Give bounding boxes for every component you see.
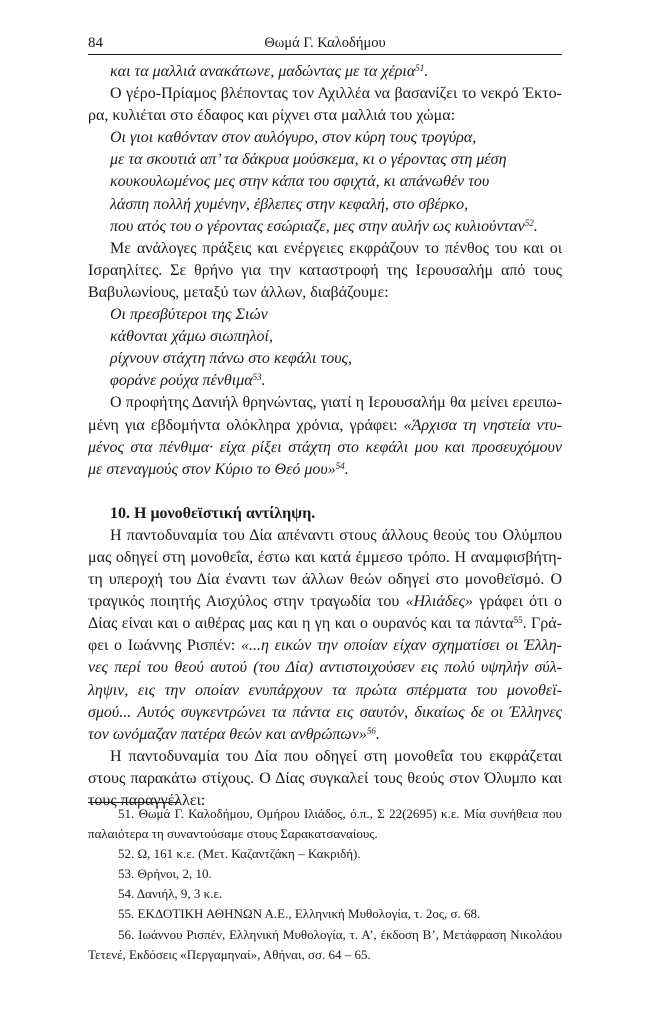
text-line: τη υπεροχή του Δία έναντι των άλλων θεών οδηγεί στο μονοθεϊσμό. Ο bbox=[88, 571, 562, 589]
footnotes bbox=[88, 804, 562, 965]
text-line: Η παντοδυναμία του Δία που οδηγεί στη μονοθεΐα του εκφράζεται bbox=[110, 747, 562, 765]
verse-line: με τα σκουτιά απ’ τα δάκρυα μούσκεμα, κι ο γέροντας στη μέση bbox=[110, 151, 507, 169]
text-line: νες περί του θεού αυτού (του Δία) αντιστοιχούσεν εις πολύ υψηλήν σύλ- bbox=[88, 659, 562, 677]
text-line: ληψιν, εις την οποίαν ενυπάρχουν τα πρώτα σπέρματα του μονοθεϊ- bbox=[88, 681, 562, 699]
text-line: τον ωνόμαζαν πατέρα θεών και ανθρώπων»$^{56}$. bbox=[88, 725, 380, 743]
text-line: τους παραγγέλλει: bbox=[88, 792, 206, 809]
text-line: μένη για εβδομήντα ολόκληρα χρόνια, γράφει: «Άρχισα τη νηστεία ντυ- bbox=[88, 416, 562, 434]
text-line: ρα, κυλιέται στο έδαφος και ρίχνει στα μαλλιά του χώμα: bbox=[88, 107, 456, 125]
footnote-rule bbox=[88, 802, 180, 803]
footnote-51-cont: παλαιότερα τη συναντούσαμε στους Σαρακατσαναίους. bbox=[88, 826, 378, 842]
text-line: Ο προφήτης Δανιήλ θρηνώντας, γιατί η Ιερουσαλήμ θα μείνει ερειπω- bbox=[110, 394, 562, 412]
text-line: με στεναγμούς στον Κύριο το Θεό μου»$^{54}$. bbox=[88, 460, 349, 478]
text-line: στους παρακάτω στίχους. Ο Δίας συγκαλεί τους θεούς στον Όλυμπο και bbox=[88, 769, 562, 787]
text-line: και τα μαλλιά ανακάτωνε, μαδώντας με τα χέρια$^{51}$. bbox=[110, 63, 429, 80]
verse-line: που ατός του ο γέροντας εσώριαζε, μες στην αυλήν ως κυλιούνταν$^{52}$. bbox=[110, 217, 538, 235]
text-line: μένος στα πένθιμα· είχα ρίξει στάχτη στο κεφάλι μου και προσευχόμουν bbox=[88, 438, 562, 456]
verse-line: λάσπη πολλή χυμένην, έβλεπες στην κεφαλή, στο σβέρκο, bbox=[110, 195, 469, 213]
footnote-56: 56. Ιωάννου Ρισπέν, Ελληνική Μυθολογία, τ. Α’, έκδοση Β’, Μετάφραση Νικολάου bbox=[118, 926, 562, 942]
footnote-ref: 51 bbox=[415, 63, 425, 74]
verse-line: φοράνε ρούχα πένθιμα$^{53}$. bbox=[110, 372, 266, 390]
section-heading: 10. Η μονοθεϊστική αντίληψη. bbox=[110, 504, 316, 522]
verse-line: Οι πρεσβύτεροι της Σιών bbox=[110, 306, 268, 324]
text-line: Ισραηλίτες. Σε θρήνο για την καταστροφή της Ιερουσαλήμ από τους bbox=[88, 261, 562, 279]
text-line: Δίας είναι και ο αιθέρας μας και η γη και ο ουρανός και τα πάντα$^{55}$. Γρά- bbox=[88, 615, 562, 633]
footnote-ref: 52 bbox=[524, 217, 534, 228]
verse-line: ρίχνουν στάχτη πάνω στο κεφάλι τους, bbox=[110, 350, 353, 368]
verse-line: Οι γιοι καθόνταν στον αυλόγυρο, στον κύρη τους τρογύρα, bbox=[110, 129, 477, 147]
header-rule bbox=[88, 54, 562, 55]
footnote-ref: 56 bbox=[366, 725, 376, 736]
text-line: τραγικός ποιητής Αισχύλος στην τραγωδία του «Ηλιάδες» γράφει ότι ο bbox=[88, 593, 562, 611]
verse-line: κουκουλωμένος μες στην κάπα του σφιχτά, κι απάνωθέν του bbox=[110, 173, 490, 191]
text-line: Βαβυλωνίους, μεταξύ των άλλων, διαβάζουμε: bbox=[88, 283, 389, 301]
text-line: Η παντοδυναμία του Δία απέναντι στους άλλους θεούς του Ολύμπου bbox=[110, 526, 562, 544]
running-title: Θωμά Γ. Καλοδήμου bbox=[264, 35, 386, 51]
footnote-ref: 53 bbox=[252, 372, 262, 383]
footnote-56-cont: Τετενέ, Εκδόσεις «Περγαμηναί», Αθήναι, σσ. 64 – 65. bbox=[88, 946, 371, 962]
verse-line: κάθονται χάμω σιωπηλοί, bbox=[110, 328, 273, 346]
footnote-ref: 54 bbox=[335, 460, 345, 471]
footnote-ref: 55 bbox=[513, 615, 523, 626]
text-line: σμού... Αυτός συγκεντρώνει τα πάντα εις σαυτόν, δικαίως δε οι Έλληνες bbox=[88, 703, 562, 721]
footnote-53: 53. Θρήνοι, 2, 10. bbox=[118, 866, 212, 882]
body-text bbox=[88, 61, 562, 812]
footnote-52: 52. Ω, 161 κ.ε. (Μετ. Καζαντζάκη – Κακριδή). bbox=[118, 846, 361, 862]
text-line: φει ο Ιωάννης Ρισπέν: «...η εικών την οποίαν είχαν σχηματίσει οι Έλλη- bbox=[88, 637, 563, 655]
footnote-55: 55. ΕΚΔΟΤΙΚΗ ΑΘΗΝΩΝ Α.Ε., Ελληνική Μυθολογία, τ. 2ος, σ. 68. bbox=[118, 906, 481, 922]
footnote-54: 54. Δανιήλ, 9, 3 κ.ε. bbox=[118, 886, 223, 902]
text-line: Ο γέρο-Πρίαμος βλέποντας τον Αχιλλέα να βασανίζει το νεκρό Έκτο- bbox=[110, 85, 562, 103]
text-line: μας οδηγεί στη μονοθεΐα, έστω και κατά έμμεσο τρόπο. Η αναμφισβήτη- bbox=[88, 548, 562, 566]
footnote-51: 51. Θωμά Γ. Καλοδήμου, Ομήρου Ιλιάδος, ό.π., Σ 22(2695) κ.ε. Μία συνήθεια που bbox=[118, 806, 562, 821]
page-number: 84 bbox=[88, 35, 103, 51]
text-line: Με ανάλογες πράξεις και ενέργειες εκφράζουν το πένθος του και οι bbox=[110, 239, 562, 257]
page-header bbox=[88, 31, 562, 55]
